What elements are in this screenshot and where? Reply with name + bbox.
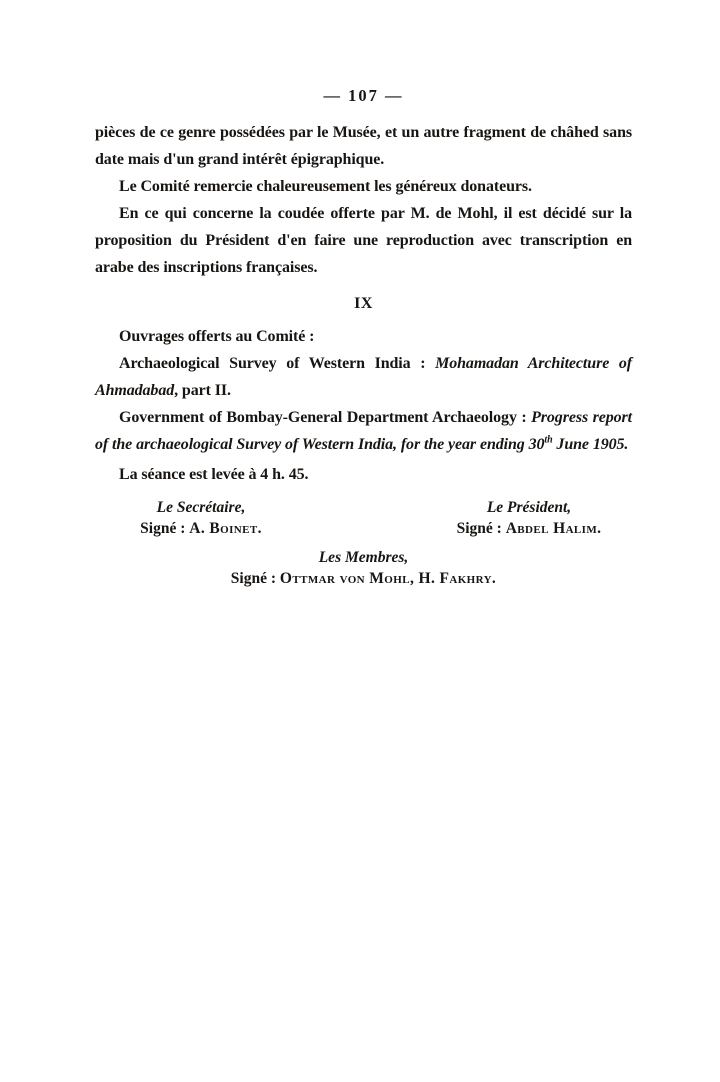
signature-row [95, 497, 632, 539]
members-title: Les Membres, [318, 549, 409, 566]
paragraph-pieces-continuation: pièces de ce genre possédées par le Musée, et un autre fragment de châhed sans date mais d'un grand intérêt épigraphique. [95, 124, 632, 168]
paragraph-seance-levee: La séance est levée à 4 h. 45. [119, 466, 309, 483]
paragraph-coudee-mohl: En ce qui concerne la coudée offerte par M. de Mohl, il est décidé sur la proposition du Président d'en faire une reproduction avec transcription en arabe des inscriptions françaises. [95, 205, 632, 276]
signature-president [404, 497, 654, 539]
entry-archaeological-survey [95, 350, 632, 404]
paragraph-ouvrages-offerts: Ouvrages offerts au Comité : [119, 328, 315, 345]
paragraph-comite-remercie: Le Comité remercie chaleureusement les généreux donateurs. [119, 178, 532, 195]
president-title: Le Président, [486, 499, 572, 516]
members-signed-label: Signé : [230, 570, 280, 587]
president-signed-line [457, 520, 602, 537]
entry-bombay-lead: Government of Bombay-General Department Archaeology : [119, 409, 532, 426]
page-number-header: — 107 — [323, 86, 404, 105]
secretary-name: A. Boinet. [189, 520, 262, 537]
members-names: Ottmar von Mohl, H. Fakhry. [279, 570, 497, 587]
members-signed-line [231, 570, 496, 587]
entry-archaeological-title: Mohamadan Architecture of Ahmadabad [95, 355, 632, 399]
signature-members [95, 547, 632, 589]
signature-secretary [81, 497, 321, 539]
secretary-title: Le Secrétaire, [156, 499, 246, 516]
entry-bombay-title-start: Progress report of the archaeological Survey of Western India, for the year ending 30 [95, 409, 632, 453]
secretary-signed-label: Signé : [140, 520, 190, 537]
president-name: Abdel Halim. [505, 520, 602, 537]
president-signed-label: Signé : [456, 520, 506, 537]
entry-bombay-progress-report [95, 404, 632, 458]
entry-archaeological-lead: Archaeological Survey of Western India : [119, 355, 436, 372]
text-block [95, 86, 632, 589]
entry-archaeological-tail: , part II. [174, 382, 231, 399]
signature-block [95, 497, 632, 589]
entry-bombay-title-end: June 1905. [552, 436, 629, 453]
secretary-signed-line [140, 520, 262, 537]
section-heading-ix: IX [354, 295, 373, 312]
entry-bombay-ordinal-th: th [544, 434, 553, 446]
